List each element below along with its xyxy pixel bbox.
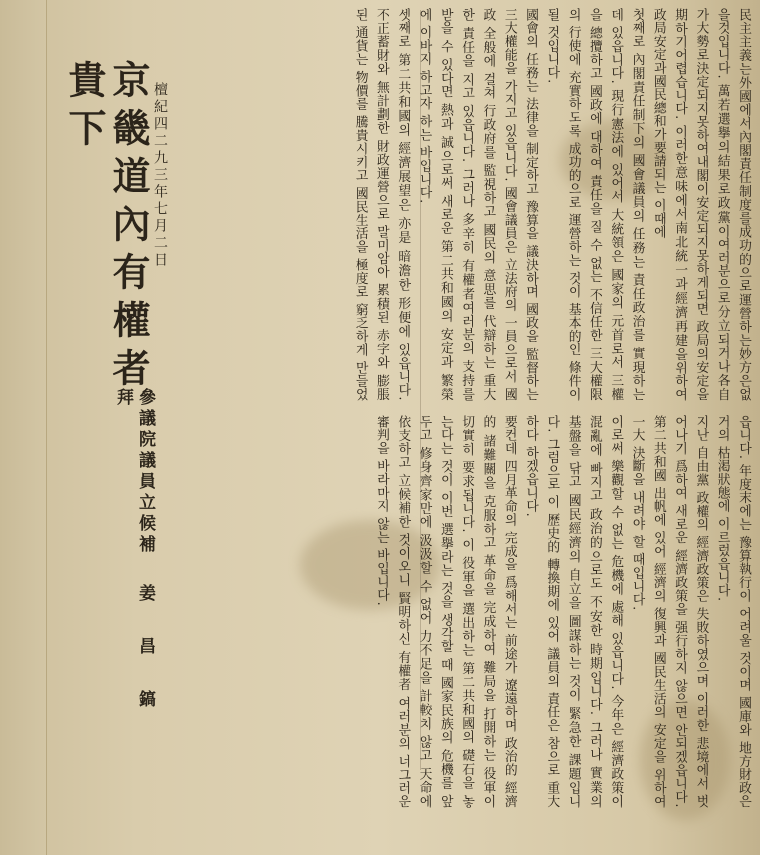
page-title: 京畿道內有權者 貴下: [62, 60, 151, 396]
paragraph: 첫째로 內閣責任制下의 國會議員의 任務는 責任政治를 實現하는데 있읍니다. 現行憲法에 있어서 大統領은 國家의 元首로서 三權을 總攬하고 國政에 대하여 責任을 질 수 없는 不信任한 三大權限의 行使에 充實하도록 成功的으로 運營하는 것이 基本的인 條件이 될 것입니다.: [544, 8, 645, 401]
paragraph: 民主主義는外國에서內閣責任制度를成功的으로運營하는妙方은없을것입니다. 萬若選擧의結果로政黨이여러분으로分立되거나各自가大勢로決定되지못하여내閣이安定되지못하게되면 政局의安定을期하기어렵습니다. 이러한意味에서南北統一과經濟再建을위하여 政局安定과國民總和가要請되는 이때에: [650, 8, 751, 401]
letter-date: 檀紀四二九三年七月二日: [152, 82, 168, 269]
paragraph: 셋째로 第二共和國의 經濟展望은 亦是 暗澹한 形便에 있읍니다. 不正蓄財와 無計劃한 財政運營으로 말미암아 累積된 赤字와 膨脹된 通貨는 物價를 騰貴시키고 國民生活을 極度로 窮乏하게 만들었읍니다. 年度末에는 豫算執行이 어려울 것이며 國庫와 地方財政은 거의 枯渇狀態에 이르렀읍니다.: [352, 8, 751, 808]
paragraph: 지난 自由黨 政權의 經濟政策은 失敗하였으며 이러한 悲境에서 벗어나기 爲하여 새로운 經濟政策을 强行하지 않으면 안되겠읍니다. 第二共和國 出帆에 있어 經濟의 復興과 國民生活의 安定을 위하여 一大 決斷을 내려야 할 때입니다.: [629, 415, 709, 808]
paragraph: 이로써 樂觀할 수 없는 危機에 處해 있읍니다. 今年은 經濟政策이 混亂에 빠지고 政治的으로도 不安한 時期입니다. 그러나 實業의 基盤을 닦고 國民經濟의 自立을 圖謀하는 것이 緊急한 課題입니다. 그럼으로 이 歷史的 轉換期에 있어 議員의 責任은 참으로 重大하다 하겠읍니다.: [523, 415, 624, 808]
paragraph: 國會의 任務는 法律을 制定하고 豫算을 議決하며 國政을 監督하는 三大權能을 가지고 있읍니다. 國會議員은 立法府의 一員으로서 國政 全般에 걸쳐 行政府를 監視하고 國民의 意思를 代辯하는 重大한 責任을 지고 있읍니다. 그러나 多辛히 有權者여러분의 支持를 받을 수 있다면 熱과 誠으로써 새로운 第二共和國의 安定과 繁榮에 이바지 하고자 하는 바입니다.: [416, 8, 539, 401]
signature-office: 參議院議員立候補: [135, 388, 155, 556]
signature-name: 姜昌鎬 拜: [113, 388, 155, 743]
paragraph: 要컨데 四月革命의 完成을 爲해서는 前途가 遼遠하며 政治的 經濟的 諸難關을 克服하고 革命을 完成하여 難局을 打開하는 役軍이 切實히 要求됩니다. 이 役軍을 選出하는 第二共和國의 礎石을 놓는다는 것이 이번 選擧라는 것을 생각할 때 國家民族의 危機를 앞두고 修身齊家만에 汲汲할 수 없어 力不足을 計較치 않고 天命에 依支하고 立候補한 것이오니 賢明하신 有權者 여러분의 너그러운 審判을 바라마지 않는 바입니다.: [373, 415, 517, 808]
signature-block: [112, 388, 156, 828]
